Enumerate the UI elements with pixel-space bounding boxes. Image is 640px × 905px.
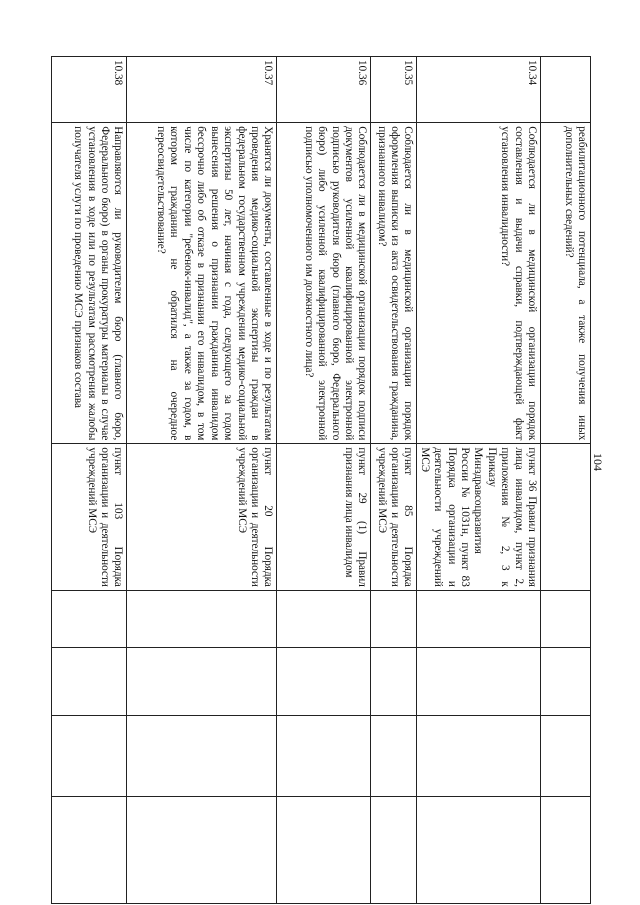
empty-cell [417, 648, 541, 716]
table-row [52, 57, 127, 904]
table-row [371, 57, 417, 904]
table-row [127, 57, 277, 904]
row-number: 10.37 [127, 57, 277, 123]
row-number: 10.38 [52, 57, 127, 123]
empty-cell [371, 716, 417, 796]
empty-cell [541, 590, 591, 647]
question-cell: Хранятся ли документы, составленные в ходе и по результатам проведения медико-социальной экспертизы граждан в федеральном государственном учреждении медико-социальной экспертизы 50 лет, начиная с года, следующего за годом вынесения решения о признании гражданина инвалидом бессрочно либо об отказе в признании его инвалидом, в том числе по категории "ребенок-инвалид", а также за годом, в котором гражданин не обратился на очередное переосвидетельствование? [127, 123, 277, 444]
empty-cell [371, 590, 417, 647]
empty-cell [371, 648, 417, 716]
reference-cell: пункт 103 Порядка организации и деятельности учреждений МСЭ [52, 444, 127, 591]
table-row [541, 57, 591, 904]
empty-cell [541, 648, 591, 716]
question-cell: Соблюдается ли в медицинской организации порядок подписи документов усиленной квалифицированной электронной подписью руководителя бюро (главного бюро, Федерального бюро) либо усиленной квалифицированной электронной подписью уполномоченного им должностного лица? [277, 123, 371, 444]
question-cell: реабилитационного потенциала, а также получения иных дополнительных сведений? [541, 123, 591, 444]
question-cell: Направляются ли руководителем бюро (главного бюро, Федерального бюро) в органы прокуратуры материалы в случае установления в ходе или по результатам рассмотрения жалобы получателя услуги по проведению МСЭ признаков состава [52, 123, 127, 444]
row-number [541, 57, 591, 123]
empty-cell [277, 590, 371, 647]
empty-cell [371, 796, 417, 903]
empty-cell [417, 716, 541, 796]
row-number: 10.36 [277, 57, 371, 123]
empty-cell [277, 648, 371, 716]
empty-cell [541, 716, 591, 796]
checklist-table [51, 56, 591, 904]
table-row [277, 57, 371, 904]
empty-cell [541, 796, 591, 903]
empty-cell [52, 796, 127, 903]
reference-cell: пункт 20 Порядка организации и деятельности учреждений МСЭ [127, 444, 277, 591]
empty-cell [277, 716, 371, 796]
empty-cell [52, 716, 127, 796]
page-number: 104 [591, 453, 605, 471]
table-container [72, 56, 591, 904]
empty-cell [127, 648, 277, 716]
row-number: 10.35 [371, 57, 417, 123]
empty-cell [417, 796, 541, 903]
rotated-page [72, 56, 591, 904]
empty-cell [127, 796, 277, 903]
reference-cell [541, 444, 591, 591]
question-cell: Соблюдается ли в медицинской организации порядок составления и выдачи справки, подтверждающей факт установления инвалидности? [417, 123, 541, 444]
reference-cell: пункт 29 (1) Правил признания лица инвалидом [277, 444, 371, 591]
empty-cell [277, 796, 371, 903]
table-row [417, 57, 541, 904]
row-number: 10.34 [417, 57, 541, 123]
question-cell: Соблюдается ли в медицинской организации порядок оформления выписки из акта освидетельствования гражданина, признанного инвалидом? [371, 123, 417, 444]
empty-cell [52, 648, 127, 716]
reference-cell: пункт 85 Порядка организации и деятельности учреждений МСЭ [371, 444, 417, 591]
empty-cell [127, 716, 277, 796]
reference-cell: пункт 36 Правил признания лица инвалидом, пункт 2, приложения № 2, 3 к Приказу Минздравсоцразвития России № 1031н, пункт 83 Порядка организации и деятельности учреждений МСЭ [417, 444, 541, 591]
empty-cell [52, 590, 127, 647]
empty-cell [417, 590, 541, 647]
empty-cell [127, 590, 277, 647]
